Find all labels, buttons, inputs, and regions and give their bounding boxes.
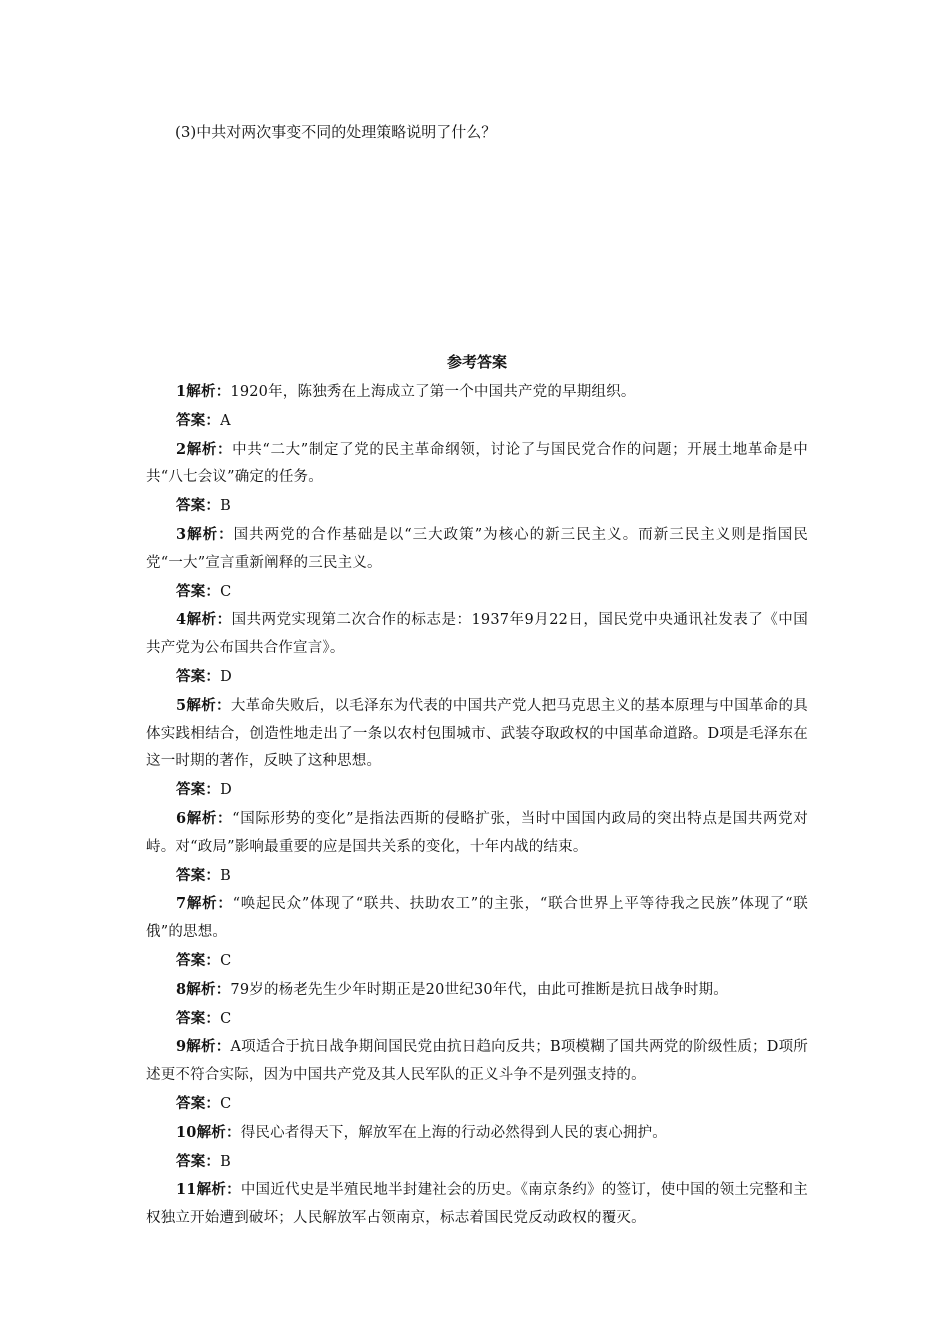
answer-label: 答案： (176, 1152, 221, 1170)
analysis-label: 解析： (186, 809, 233, 827)
analysis-label: 解析： (196, 1181, 241, 1199)
analysis-5 (146, 692, 808, 776)
analysis-text: 得民心者得天下，解放军在上海的行动必然得到人民的衷心拥护。 (240, 1124, 668, 1141)
answer-label: 答案： (176, 1009, 221, 1027)
answer-label: 答案： (176, 667, 221, 685)
analysis-number: 10 (176, 1123, 197, 1141)
answer-5 (146, 776, 808, 805)
answer-3 (146, 578, 808, 607)
analysis-label: 解析： (186, 611, 232, 629)
analysis-text: 大革命失败后，以毛泽东为代表的中国共产党人把马克思主义的基本原理与中国革命的具体实践相结合，创造性地走出了一条以农村包围城市、武装夺取政权的中国革命道路。D项是毛泽东在这一时期的著作，反映了这种思想。 (146, 697, 808, 770)
analysis-label: 解析： (186, 440, 233, 458)
analysis-text: 1920年，陈独秀在上海成立了第一个中国共产党的早期组织。 (230, 384, 636, 400)
answer-label: 答案： (176, 1094, 221, 1112)
analysis-text: 中国近代史是半殖民地半封建社会的历史。《南京条约》的签订，使中国的领土完整和主权独立开始遭到破坏；人民解放军占领南京，标志着国民党反动政权的覆灭。 (146, 1182, 808, 1227)
analysis-number: 1 (176, 383, 187, 400)
analysis-number: 2 (176, 440, 187, 458)
answer-value: B (220, 1153, 231, 1170)
analysis-text: “国际形势的变化”是指法西斯的侵略扩张，当时中国国内政局的突出特点是国共两党对峙。对“政局”影响最重要的应是国共关系的变化，十年内战的结束。 (146, 810, 808, 855)
answer-value: C (220, 1010, 232, 1027)
analysis-2 (146, 436, 808, 493)
analysis-4 (146, 606, 808, 663)
analysis-number: 8 (176, 980, 187, 998)
answer-label: 答案： (176, 866, 221, 884)
analysis-text: “唤起民众”体现了“联共、扶助农工”的主张，“联合世界上平等待我之民族”体现了“联俄”的思想。 (146, 896, 808, 941)
analysis-9 (146, 1033, 808, 1090)
answer-9 (146, 1090, 808, 1119)
analysis-label: 解析： (186, 1038, 231, 1056)
answer-8 (146, 1005, 808, 1034)
answer-label: 答案： (176, 951, 221, 969)
analysis-number: 7 (176, 895, 187, 913)
analysis-text: 79岁的杨老先生少年时期正是20世纪30年代，由此可推断是抗日战争时期。 (230, 981, 728, 998)
answer-label: 答案： (176, 582, 221, 600)
section-title: 参考答案 (446, 353, 507, 371)
answer-value: C (220, 952, 232, 969)
reference-answers-section (146, 350, 808, 1233)
analysis-label: 解析： (196, 1123, 241, 1141)
analysis-number: 11 (176, 1181, 197, 1199)
analysis-label: 解析： (186, 895, 233, 913)
answer-4 (146, 663, 808, 692)
analysis-number: 9 (176, 1038, 187, 1056)
answer-value: A (220, 412, 231, 429)
answer-label: 答案： (176, 411, 221, 429)
analysis-7 (146, 890, 808, 947)
answer-2 (146, 492, 808, 521)
analysis-11 (146, 1176, 808, 1233)
analysis-label: 解析： (186, 383, 231, 400)
analysis-text: A项适合于抗日战争期间国民党由抗日趋向反共；B项模糊了国共两党的阶级性质；D项所述更不符合实际，因为中国共产党及其人民军队的正义斗争不是列强支持的。 (146, 1039, 808, 1084)
answer-label: 答案： (176, 781, 221, 799)
answer-value: B (220, 498, 231, 515)
answer-7 (146, 947, 808, 976)
answer-10 (146, 1148, 808, 1177)
analysis-label: 解析： (186, 525, 234, 543)
analysis-1 (146, 378, 808, 407)
answer-label: 答案： (176, 497, 221, 515)
answer-value: B (220, 867, 231, 884)
analysis-6 (146, 805, 808, 862)
answer-value: D (220, 668, 232, 685)
analysis-number: 4 (176, 611, 187, 629)
analysis-10 (146, 1119, 808, 1148)
analysis-number: 3 (176, 525, 187, 543)
analysis-8 (146, 976, 808, 1005)
question-3: (3)中共对两次事变不同的处理策略说明了什么？ (175, 123, 497, 141)
analysis-number: 6 (176, 809, 187, 827)
analysis-text: 国共两党的合作基础是以“三大政策”为核心的新三民主义。而新三民主义则是指国民党“一大”宣言重新阐释的三民主义。 (146, 526, 808, 571)
answer-value: D (220, 782, 232, 799)
analysis-label: 解析： (186, 696, 231, 714)
analysis-label: 解析： (186, 980, 231, 998)
analysis-text: 中共“二大”制定了党的民主革命纲领，讨论了与国民党合作的问题；开展土地革命是中共“八七会议”确定的任务。 (146, 441, 808, 486)
answer-6 (146, 862, 808, 891)
answer-value: C (220, 583, 232, 600)
answer-value: C (220, 1095, 232, 1112)
analysis-number: 5 (176, 696, 187, 714)
analysis-text: 国共两党实现第二次合作的标志是：1937年9月22日，国民党中央通讯社发表了《中国共产党为公布国共合作宣言》。 (146, 612, 808, 657)
answer-1 (146, 407, 808, 436)
analysis-3 (146, 521, 808, 578)
